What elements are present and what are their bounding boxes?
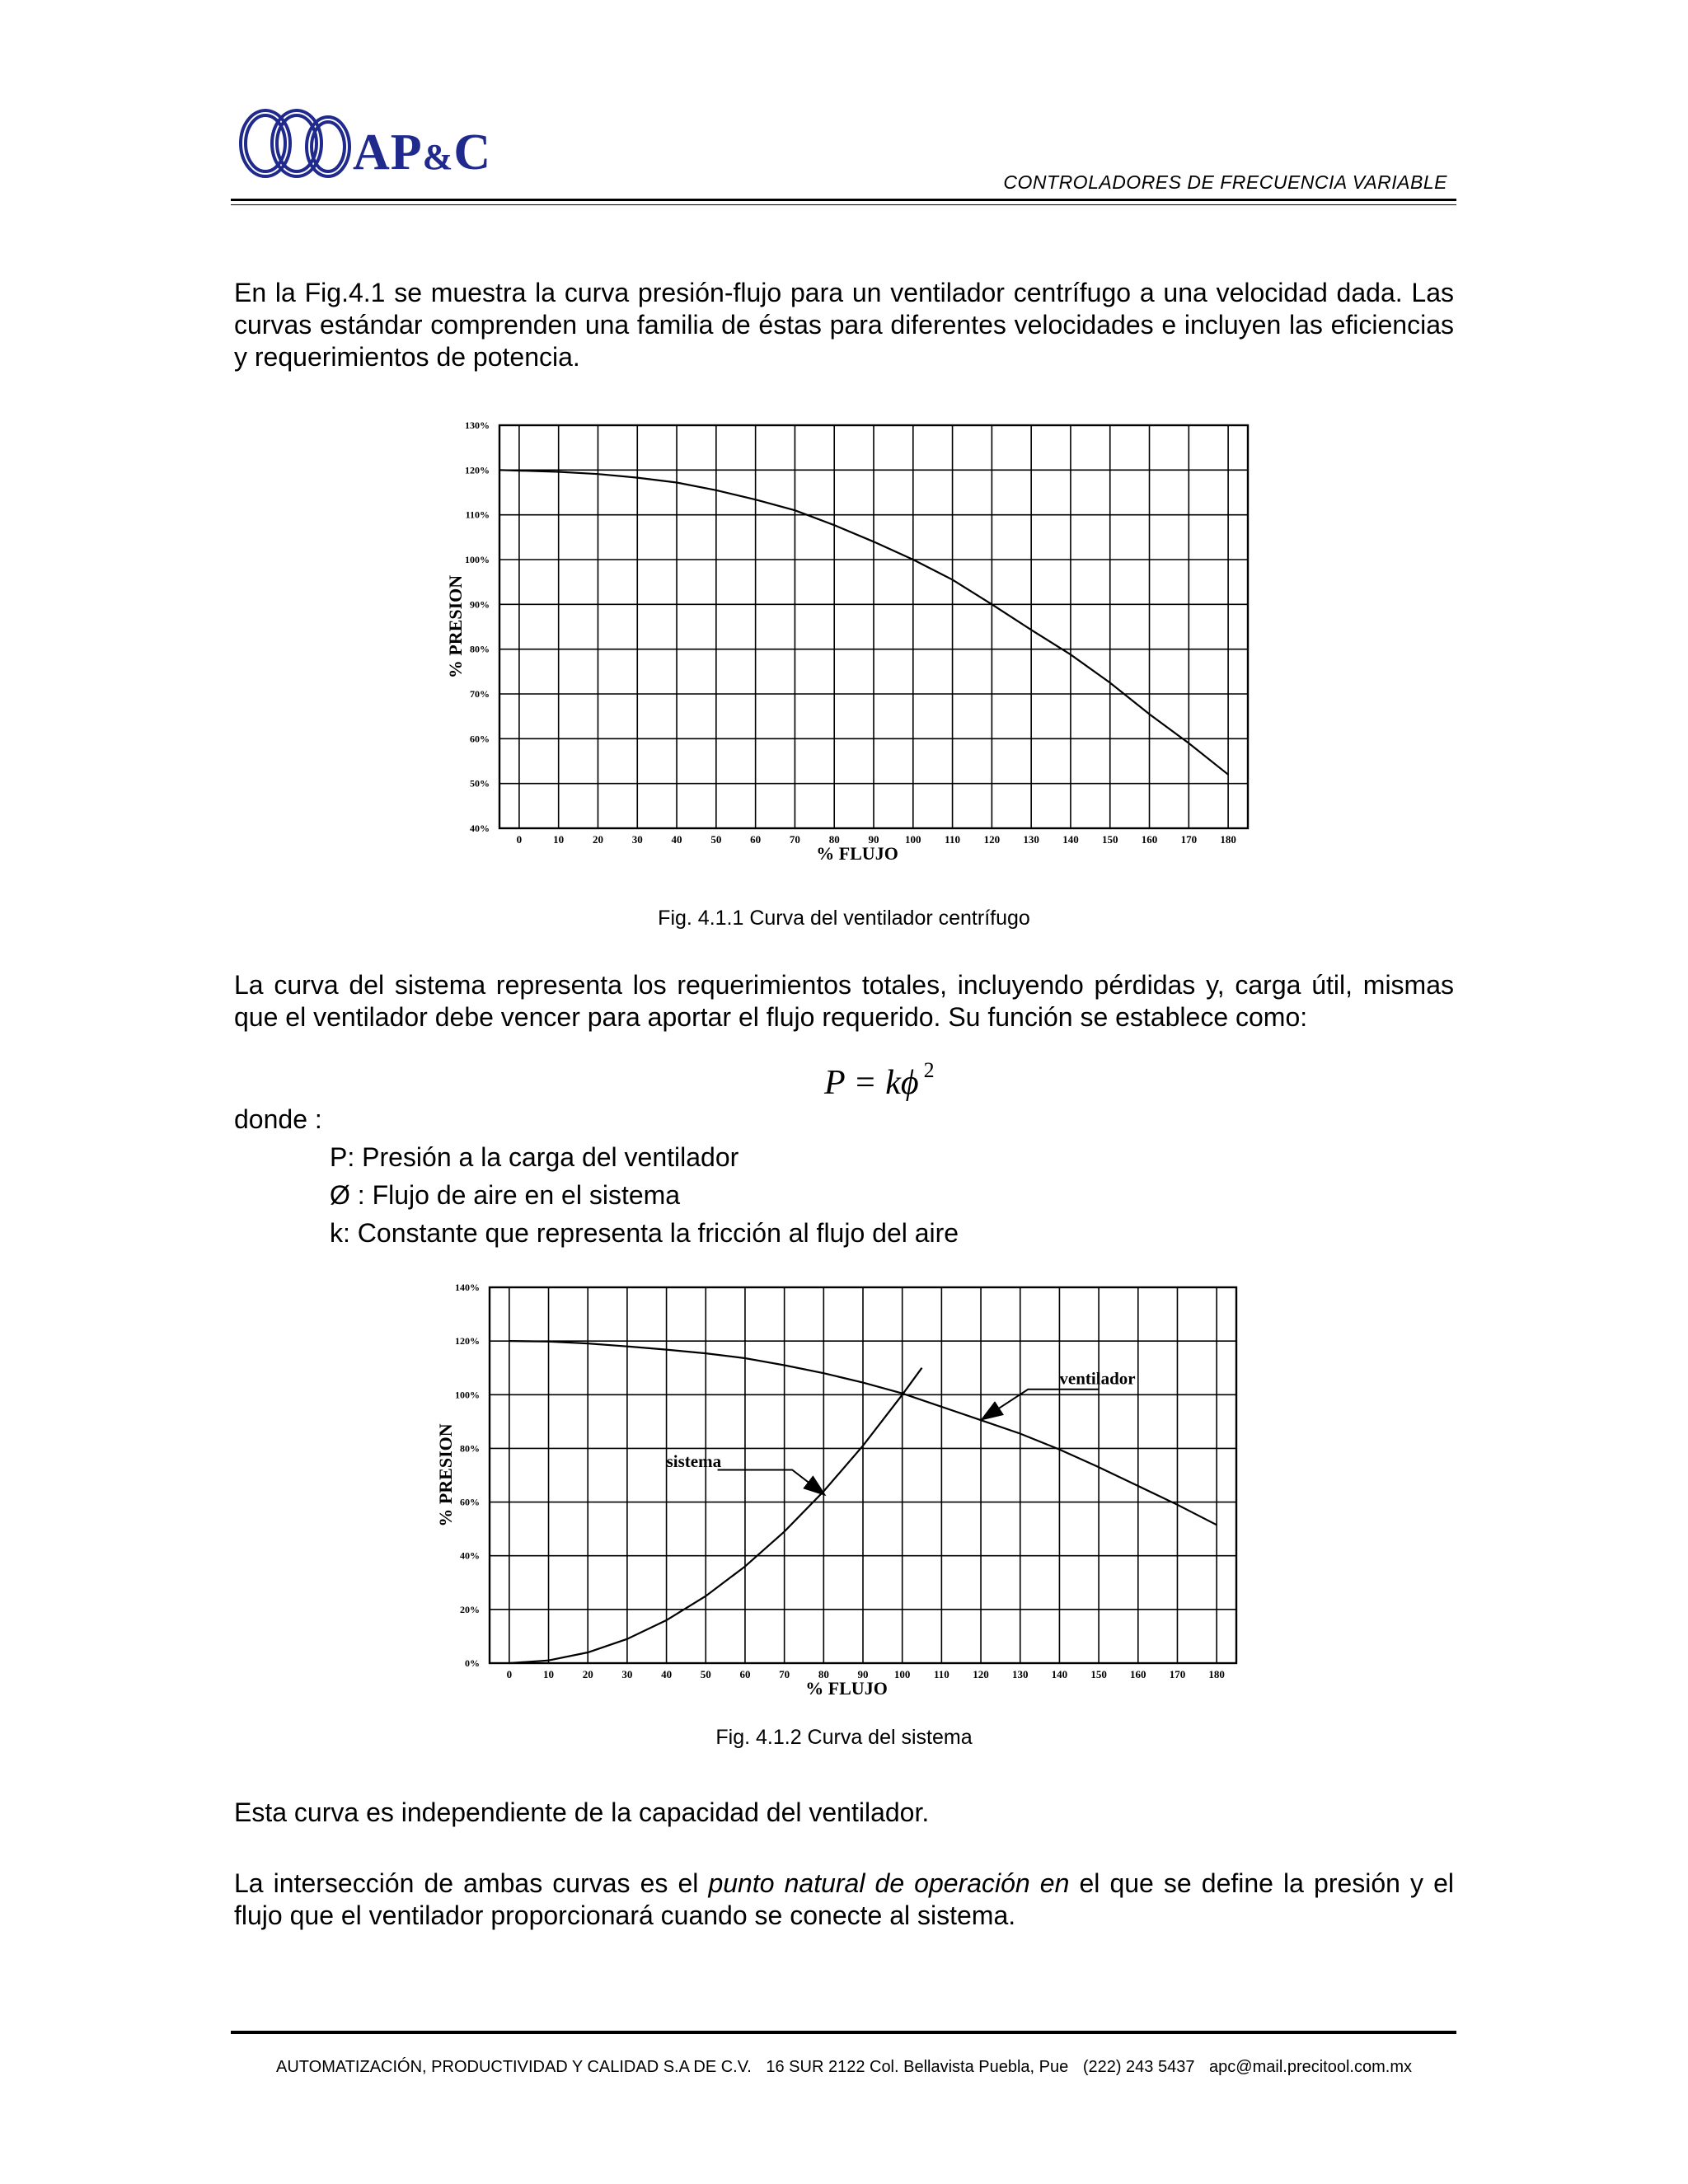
y-tick-label: 80% (460, 1442, 480, 1455)
x-tick-label: 30 (621, 1668, 633, 1680)
x-tick-label: 120 (983, 833, 1001, 846)
footer-rule (231, 2031, 1456, 2034)
formula: P = kϕ $^2$ (824, 1058, 935, 1102)
x-tick-label: 10 (553, 833, 565, 846)
x-tick-label: 20 (592, 833, 603, 846)
chart-system-curve (420, 1269, 1253, 1714)
x-tick-label: 180 (1208, 1668, 1225, 1680)
independent-paragraph: Esta curva es independiente de la capacidad del ventilador. (234, 1797, 930, 1827)
intersection-paragraph: La intersección de ambas curvas es el punto natural de operación en el que se define la presión y el flujo que el ventilador proporcionará cuando se conecte al sistema. (234, 1868, 1455, 1930)
x-tick-label: 60 (739, 1668, 751, 1680)
x-tick-label: 120 (973, 1668, 989, 1680)
y-tick-label: 0% (465, 1657, 480, 1669)
x-axis-label: % FLUJO (816, 843, 898, 864)
series-line (499, 470, 1228, 775)
x-tick-label: 100 (893, 1668, 911, 1680)
emphasis-operation-point: punto natural de operación en (708, 1868, 1070, 1898)
y-tick-label: 100% (465, 554, 490, 565)
y-tick-label: 60% (460, 1496, 480, 1508)
y-tick-label: 120% (455, 1335, 480, 1347)
x-tick-label: 140 (1051, 1668, 1068, 1680)
logo-text: AP&C (353, 124, 492, 180)
x-tick-label: 90 (857, 1668, 869, 1680)
fig1-caption: Fig. 4.1.1 Curva del ventilador centrífugo (658, 907, 1030, 930)
intro-paragraph: En la Fig.4.1 se muestra la curva presión-flujo para un ventilador centrífugo a una velocidad dada. Las curvas estándar comprenden una familia de éstas para diferentes velocidades e incluyen las eficiencias y requerimientos de potencia. (234, 278, 1454, 372)
x-tick-label: 150 (1101, 833, 1118, 846)
definition-p: P: Presión a la carga del ventilador (330, 1142, 739, 1172)
definition-flow: Ø : Flujo de aire en el sistema (330, 1180, 681, 1210)
y-tick-label: 40% (460, 1549, 480, 1562)
header-section-title: CONTROLADORES DE FRECUENCIA VARIABLE (1003, 171, 1447, 193)
x-tick-label: 180 (1220, 833, 1236, 846)
x-tick-label: 20 (582, 1668, 593, 1680)
x-tick-label: 130 (1011, 1668, 1029, 1680)
y-tick-label: 100% (455, 1389, 480, 1401)
x-tick-label: 80 (818, 1668, 829, 1680)
y-tick-label: 70% (470, 688, 490, 700)
y-tick-label: 140% (455, 1282, 480, 1293)
y-tick-label: 120% (465, 464, 490, 476)
header-rule (231, 199, 1456, 201)
system-paragraph: La curva del sistema representa los requerimientos totales, incluyendo pérdidas y, carga útil, mismas que el ventilador debe vencer para aportar el flujo requerido. Su función se establece como: (234, 970, 1454, 1032)
x-tick-label: 30 (631, 833, 643, 846)
y-axis-label: % PRESION (445, 574, 466, 679)
y-tick-label: 60% (470, 733, 490, 745)
y-tick-label: 40% (470, 823, 490, 834)
x-tick-label: 50 (710, 833, 722, 846)
y-tick-label: 80% (470, 643, 490, 655)
arrow-sistema (718, 1469, 824, 1493)
y-tick-label: 110% (465, 509, 490, 521)
x-axis-label: % FLUJO (805, 1678, 888, 1699)
grid (499, 425, 1248, 828)
y-tick-label: 90% (470, 598, 490, 611)
x-tick-label: 40 (671, 833, 682, 846)
x-tick-label: 170 (1169, 1668, 1186, 1680)
arrow-ventilador (982, 1390, 1099, 1419)
x-tick-label: 160 (1130, 1668, 1146, 1680)
x-tick-label: 150 (1090, 1668, 1107, 1680)
x-tick-label: 70 (779, 1668, 790, 1680)
where-label: donde : (234, 1104, 322, 1134)
annotation-ventilador: ventilador (1059, 1368, 1136, 1389)
footer-email[interactable]: apc@mail.precitool.com.mx (1209, 2058, 1412, 2076)
x-tick-label: 90 (868, 833, 879, 846)
fig2-caption: Fig. 4.1.2 Curva del sistema (715, 1726, 973, 1749)
x-tick-label: 110 (945, 833, 960, 846)
x-tick-label: 70 (789, 833, 800, 846)
y-tick-label: 20% (460, 1603, 480, 1615)
footer-address: 16 SUR 2122 Col. Bellavista Puebla, Pue (766, 2058, 1069, 2076)
definition-k: k: Constante que representa la fricción al flujo del aire (330, 1218, 959, 1248)
x-tick-label: 0 (506, 1668, 513, 1680)
x-tick-label: 160 (1141, 833, 1158, 846)
y-axis-label: % PRESION (435, 1423, 456, 1527)
header-rule-thin (231, 204, 1456, 205)
footer-company: AUTOMATIZACIÓN, PRODUCTIVIDAD Y CALIDAD S.A DE C.V. (276, 2058, 752, 2076)
x-tick-label: 80 (828, 833, 840, 846)
x-tick-label: 10 (543, 1668, 555, 1680)
x-tick-label: 140 (1062, 833, 1079, 846)
x-tick-label: 40 (661, 1668, 673, 1680)
x-tick-label: 60 (750, 833, 762, 846)
footer-phone: (222) 243 5437 (1082, 2058, 1195, 2076)
x-tick-label: 170 (1180, 833, 1198, 846)
chart-fan-curve (429, 412, 1253, 874)
y-tick-label: 130% (465, 419, 490, 431)
annotation-sistema: sistema (666, 1451, 722, 1472)
footer (0, 2058, 1688, 2077)
y-tick-label: 50% (470, 777, 490, 790)
series-line-sistema (509, 1368, 922, 1663)
x-tick-label: 0 (516, 833, 523, 846)
x-tick-label: 100 (905, 833, 921, 846)
x-tick-label: 130 (1023, 833, 1039, 846)
x-tick-label: 50 (700, 1668, 711, 1680)
x-tick-label: 110 (933, 1668, 950, 1680)
